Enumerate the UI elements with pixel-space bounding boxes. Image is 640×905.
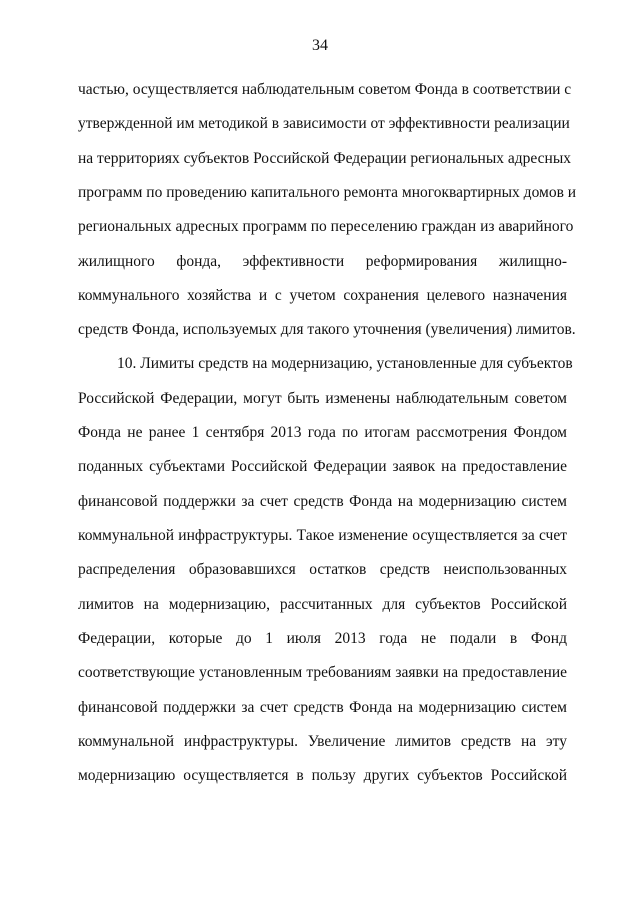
text-line-18: соответствующие установленным требованиям заявки на предоставление: [78, 664, 567, 681]
text-line-2: утвержденной им методикой в зависимости от эффективности реализации: [78, 115, 570, 132]
text-line-16: лимитов на модернизацию, рассчитанных для субъектов Российской: [78, 596, 567, 613]
text-line-21: модернизацию осуществляется в пользу других субъектов Российской: [78, 767, 567, 784]
text-line-12: поданных субъектами Российской Федерации заявок на предоставление: [78, 458, 567, 475]
text-line-8: средств Фонда, используемых для такого уточнения (увеличения) лимитов.: [78, 321, 576, 338]
text-line-7: коммунального хозяйства и с учетом сохранения целевого назначения: [78, 287, 567, 304]
text-line-3: на территориях субъектов Российской Федерации региональных адресных: [78, 150, 572, 167]
page-number: 34: [312, 37, 328, 54]
text-line-15: распределения образовавшихся остатков средств неиспользованных: [78, 561, 567, 578]
text-line-14: коммунальной инфраструктуры. Такое изменение осуществляется за счет: [78, 527, 567, 544]
paragraph-10-first-line: 10. Лимиты средств на модернизацию, установленные для субъектов: [117, 355, 573, 372]
text-line-19: финансовой поддержки за счет средств Фонда на модернизацию систем: [78, 699, 567, 716]
text-line-11: Фонда не ранее 1 сентября 2013 года по итогам рассмотрения Фондом: [78, 424, 567, 441]
text-line-6: жилищного фонда, эффективности реформирования жилищно-: [78, 253, 567, 270]
text-line-20: коммунальной инфраструктуры. Увеличение лимитов средств на эту: [78, 733, 567, 750]
text-line-1: частью, осуществляется наблюдательным советом Фонда в соответствии с: [78, 81, 572, 98]
text-line-5: региональных адресных программ по переселению граждан из аварийного: [78, 218, 574, 235]
text-line-4: программ по проведению капитального ремонта многоквартирных домов и: [78, 184, 577, 201]
text-line-10: Российской Федерации, могут быть изменены наблюдательным советом: [78, 390, 567, 407]
text-line-17: Федерации, которые до 1 июля 2013 года не подали в Фонд: [78, 630, 567, 647]
text-line-13: финансовой поддержки за счет средств Фонда на модернизацию систем: [78, 493, 567, 510]
